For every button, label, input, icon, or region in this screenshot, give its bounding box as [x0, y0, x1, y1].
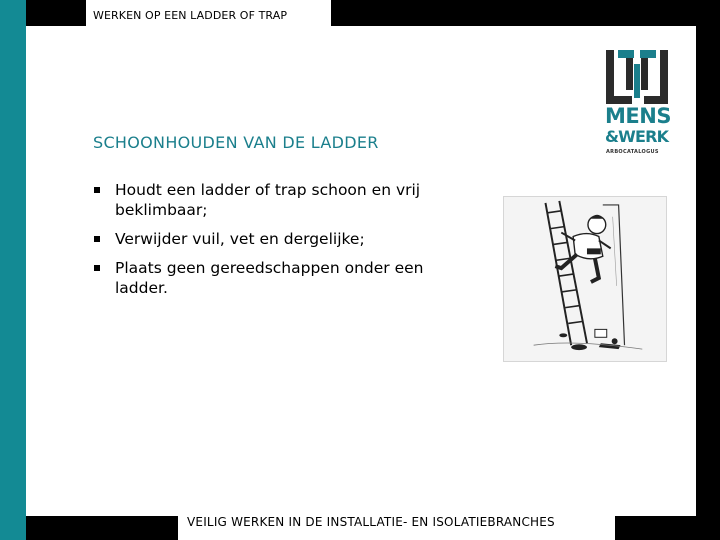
bullet-text: Houdt een ladder of trap schoon en vrij beklimbaar; [115, 181, 421, 219]
left-accent-bar [0, 0, 26, 540]
logo-werk: &WERK [605, 127, 669, 146]
bullet-list [93, 180, 453, 307]
section-heading: SCHOONHOUDEN VAN DE LADDER [93, 133, 379, 152]
bullet-item [93, 229, 453, 249]
bullet-square-icon [94, 265, 100, 271]
bullet-square-icon [94, 236, 100, 242]
logo-mens: MENS [605, 104, 671, 128]
illustration-frame [503, 196, 667, 362]
footer-text: VEILIG WERKEN IN DE INSTALLATIE- EN ISOLATIEBRANCHES [187, 515, 555, 529]
bullet-item [93, 258, 453, 298]
bullet-text: Verwijder vuil, vet en dergelijke; [115, 230, 365, 248]
slide-header-title: WERKEN OP EEN LADDER OF TRAP [93, 9, 288, 22]
right-border-bar [696, 0, 720, 540]
bullet-text: Plaats geen gereedschappen onder een ladder. [115, 259, 424, 297]
bullet-item [93, 180, 453, 220]
ladder-cartoon-icon [504, 197, 666, 361]
bullet-square-icon [94, 187, 100, 193]
logo-tagline: ARBOCATALOGUS [606, 149, 659, 155]
